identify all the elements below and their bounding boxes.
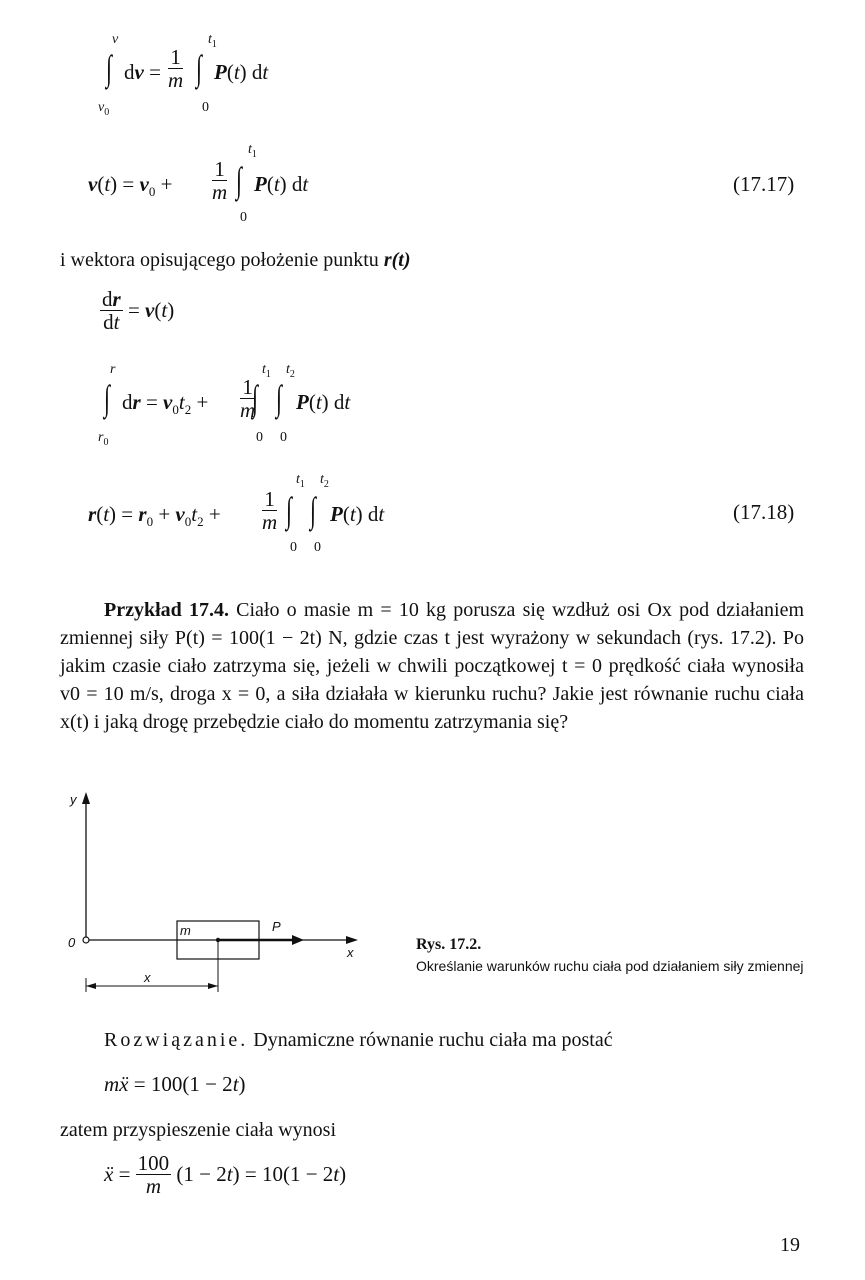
distance-arrow-right — [208, 983, 218, 989]
equation-dv-integral: v $v_0$ ∫ dv = $\frac{1}{m}$ $t_1$ 0 ∫ P(t) dt — [98, 32, 269, 118]
intro-symbol: r(t) — [383, 249, 411, 271]
solution-text: Dynamiczne równanie ruchu ciała ma postać — [253, 1029, 613, 1051]
x-axis-arrow — [346, 936, 358, 944]
equation-acceleration: ẍ = $\frac{100}{m}$ (1 − 2t) = 10(1 − 2t) — [104, 1151, 347, 1198]
label-x-axis: x — [347, 945, 354, 960]
accel-line: zatem przyspieszenie ciała wynosi — [60, 1119, 336, 1141]
example-heading: Przykład 17.4. — [104, 599, 229, 621]
equation-label-17-17: (17.17) — [733, 172, 795, 196]
label-force: P — [272, 919, 281, 934]
caption-text: Określanie warunków ruchu ciała pod działaniem siły zmiennej — [416, 958, 804, 974]
intro-line: i wektora opisującego położenie punktu — [60, 249, 379, 271]
example-body: Ciało o masie m = 10 kg porusza się wzdłuż osi Ox pod działaniem zmiennej siły P(t) = 100(1 − 2t) N, gdzie czas t jest wyrażony w sekundach (rys. 17.2). Po jakim czasie ciało zatrzyma się, jeżeli w chwili początkowej t = 0 prędkość ciała wynosiła v0 = 10 m/s, droga x = 0, a siła działała w kierunku ruchu? Jakie jest równanie ruchu ciała x(t) i jaką drogę przebędzie ciało do momentu zatrzymania się? — [60, 599, 805, 733]
equation-label-17-18: (17.18) — [733, 500, 795, 524]
figure-17-2 — [60, 790, 380, 1010]
origin-marker — [83, 937, 89, 943]
example-paragraph — [60, 596, 804, 736]
equation-17-18: $r(t) = r_0 + v_0t_2$ + $\frac{1}{m}$ $t_1$ $t_2$ 0 0 ∫ ∫ P(t) dt — [88, 472, 385, 555]
intro-text — [60, 246, 410, 274]
equation-motion: mẍ = 100(1 − 2t) — [104, 1072, 246, 1096]
equation-dr-integral: r $r_0$ ∫ dr = $v_0t_2$ + $\frac{1}{m}$ $t_1$ $t_2$ 0 0 ∫ ∫ P(t) dt — [98, 362, 351, 448]
force-arrow-head — [292, 935, 304, 945]
distance-arrow-left — [86, 983, 96, 989]
equation-dr-dt: $\frac{dr}{dt}$ = v(t) — [102, 287, 175, 334]
label-origin: 0 — [68, 935, 76, 950]
y-axis-arrow — [82, 792, 90, 804]
figure-caption — [416, 934, 806, 976]
caption-title: Rys. 17.2. — [416, 936, 482, 953]
label-mass: m — [180, 923, 191, 938]
solution-line — [104, 1026, 613, 1054]
page-number: 19 — [780, 1234, 800, 1256]
solution-heading: Rozwiązanie. — [104, 1029, 249, 1051]
equation-17-17: $v(t) = v_0$ + $\frac{1}{m}$ $t_1$ 0 ∫ P(t) dt — [88, 142, 309, 225]
label-distance: x — [144, 970, 151, 985]
label-y: y — [70, 792, 77, 807]
